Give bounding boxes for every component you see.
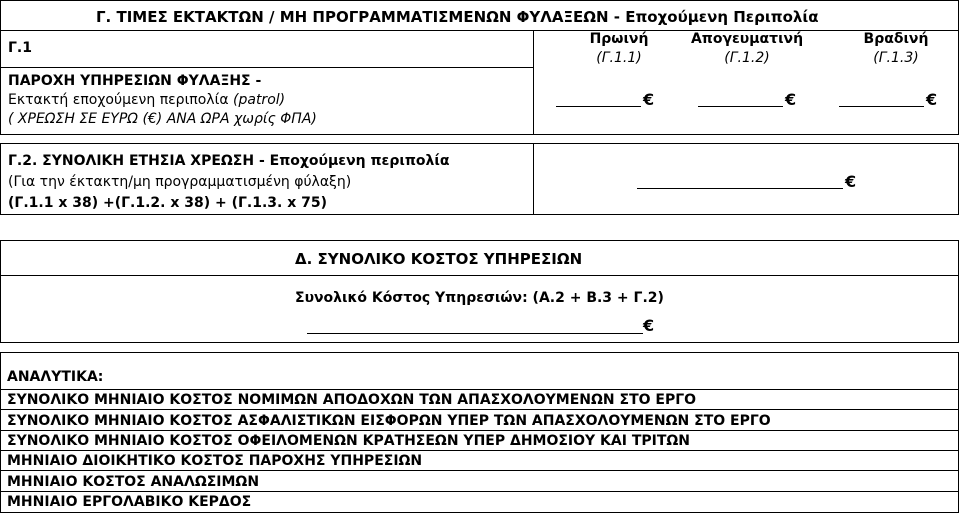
- section-d-subtitle: Συνολικό Κόστος Υπηρεσιών: (Α.2 + Β.3 + Γ.2): [295, 290, 664, 306]
- analysis-divider: [1, 409, 958, 410]
- column-morning-code: (Γ.1.1): [596, 50, 642, 66]
- section-g2-scope: (Για την έκτακτη/μη προγραμματισμένη φύλαξη): [8, 174, 352, 190]
- analysis-item: ΜΗΝΙΑΙΟ ΔΙΟΙΚΗΤΙΚΟ ΚΟΣΤΟΣ ΠΑΡΟΧΗΣ ΥΠΗΡΕΣΙΩΝ: [7, 453, 423, 469]
- annual-total-field[interactable]: [637, 188, 843, 189]
- afternoon-price-field[interactable]: [698, 106, 783, 107]
- analysis-item: ΣΥΝΟΛΙΚΟ ΜΗΝΙΑΙΟ ΚΟΣΤΟΣ ΑΣΦΑΛΙΣΤΙΚΩΝ ΕΙΣΦΟΡΩΝ ΥΠΕΡ ΤΩΝ ΑΠΑΣΧΟΛΟΥΜΕΝΩΝ ΣΤΟ ΕΡΓΟ: [7, 413, 771, 429]
- section-g2-title: Γ.2. ΣΥΝΟΛΙΚΗ ΕΤΗΣΙΑ ΧΡΕΩΣΗ - Εποχούμενη περιπολία: [8, 153, 450, 169]
- column-afternoon-code: (Γ.1.2): [724, 50, 770, 66]
- service-description-line3: ( ΧΡΕΩΣΗ ΣΕ ΕΥΡΩ (€) ΑΝΑ ΩΡΑ χωρίς ΦΠΑ): [8, 111, 317, 127]
- section-g2-table: [0, 143, 959, 215]
- column-afternoon-title: Απογευματινή: [690, 31, 804, 47]
- service-description-patrol: (patrol): [233, 92, 286, 108]
- section-g2-formula: (Γ.1.1 x 38) +(Γ.1.2. x 38) + (Γ.1.3. x 75): [8, 195, 328, 211]
- total-services-cost-field[interactable]: [307, 333, 643, 334]
- service-description-line2: [8, 91, 285, 109]
- section-g-title: Γ. ΤΙΜΕΣ ΕΚΤΑΚΤΩΝ / ΜΗ ΠΡΟΓΡΑΜΜΑΤΙΣΜΕΝΩΝ ΦΥΛΑΞΕΩΝ - Εποχούμενη Περιπολία: [96, 8, 819, 26]
- analysis-item: ΣΥΝΟΛΙΚΟ ΜΗΝΙΑΙΟ ΚΟΣΤΟΣ ΝΟΜΙΜΩΝ ΑΠΟΔΟΧΩΝ ΤΩΝ ΑΠΑΣΧΟΛΟΥΜΕΝΩΝ ΣΤΟ ΕΡΓΟ: [7, 392, 697, 408]
- analysis-item: ΜΗΝΙΑΙΟ ΕΡΓΟΛΑΒΙΚΟ ΚΕΡΔΟΣ: [7, 494, 252, 510]
- night-euro-sign: €: [926, 90, 938, 109]
- analysis-table: [0, 352, 959, 513]
- section-g2-column-divider: [533, 144, 534, 214]
- night-price-field[interactable]: [839, 106, 924, 107]
- section-d-table: [0, 240, 959, 343]
- annual-total-euro-sign: €: [845, 172, 857, 191]
- analysis-divider: [1, 430, 958, 431]
- service-description-line2-text: Εκτακτή εποχούμενη περιπολία: [8, 92, 234, 108]
- section-g1-label: Γ.1: [8, 40, 32, 56]
- morning-euro-sign: €: [643, 90, 655, 109]
- column-night-title: Βραδινή: [863, 31, 929, 47]
- total-services-euro-sign: €: [643, 316, 655, 335]
- service-description-line1: ΠΑΡΟΧΗ ΥΠΗΡΕΣΙΩΝ ΦΥΛΑΞΗΣ -: [8, 73, 262, 89]
- analysis-divider: [1, 491, 958, 492]
- morning-price-field[interactable]: [556, 106, 641, 107]
- section-g-desc-divider: [1, 67, 533, 68]
- analysis-item: ΣΥΝΟΛΙΚΟ ΜΗΝΙΑΙΟ ΚΟΣΤΟΣ ΟΦΕΙΛΟΜΕΝΩΝ ΚΡΑΤΗΣΕΩΝ ΥΠΕΡ ΔΗΜΟΣΙΟΥ ΚΑΙ ΤΡΙΤΩΝ: [7, 433, 691, 449]
- section-d-title: Δ. ΣΥΝΟΛΙΚΟ ΚΟΣΤΟΣ ΥΠΗΡΕΣΙΩΝ: [295, 250, 583, 268]
- analysis-item: ΜΗΝΙΑΙΟ ΚΟΣΤΟΣ ΑΝΑΛΩΣΙΜΩΝ: [7, 474, 260, 490]
- analysis-divider: [1, 470, 958, 471]
- afternoon-euro-sign: €: [785, 90, 797, 109]
- section-d-title-divider: [1, 275, 958, 276]
- column-morning-title: Πρωινή: [589, 31, 649, 47]
- section-g-table: [0, 0, 959, 135]
- analysis-divider: [1, 450, 958, 451]
- section-g-column-divider: [533, 30, 534, 135]
- column-night-code: (Γ.1.3): [873, 50, 919, 66]
- analysis-heading: ΑΝΑΛΥΤΙΚΑ:: [7, 369, 104, 385]
- analysis-heading-divider: [1, 389, 958, 390]
